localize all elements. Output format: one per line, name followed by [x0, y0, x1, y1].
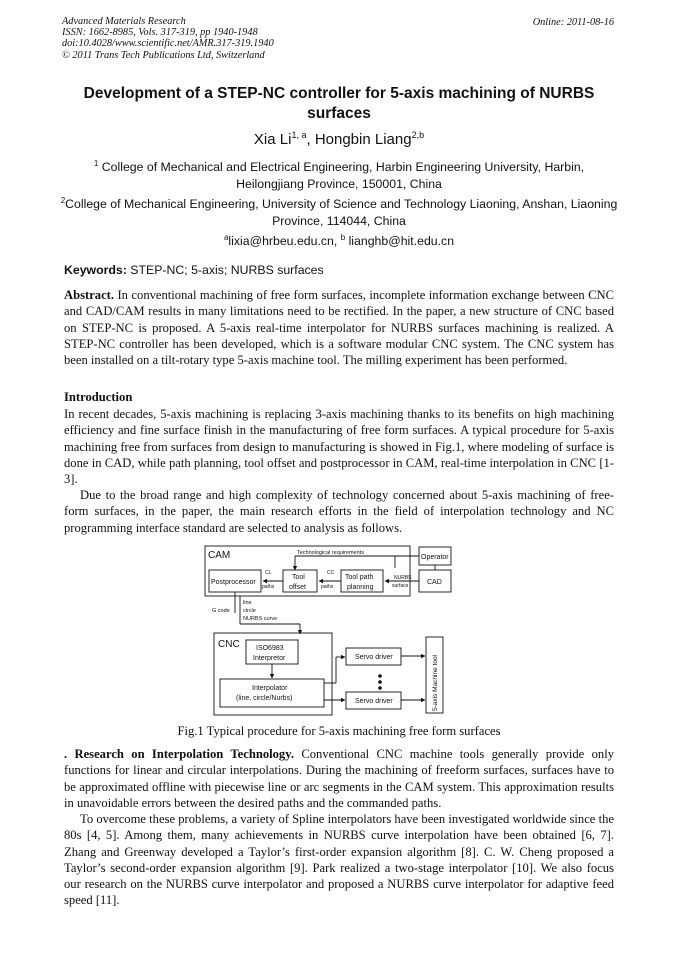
nurbs-label: NURBS	[394, 575, 412, 581]
research-p2: To overcome these problems, a variety of Spline interpolators have been investigated worldwide since the 80s [4, 5]. Among them, many achievements in NURBS curve interpolation have been obtained [6, 7]. Zhang and Greenway developed a Taylor’s first-order expansion algorithm [8]. C. W. Cheng proposed a Taylor’s second-order expansion algorithm [9]. Park realized a two-stage interpolator [10]. We also focus our research on the NURBS curve interpolator and proposed a NURBS curve interpolator for adaptive feed speed [11].	[64, 812, 614, 908]
doi: doi:10.4028/www.scientific.net/AMR.317-319.1940	[62, 38, 274, 50]
toolpath-label: Tool path	[345, 574, 374, 581]
affiliation-2	[60, 192, 618, 230]
interpretor-label: Interpretor	[253, 655, 286, 662]
aff1-text: College of Mechanical and Electrical Engineering, Harbin Engineering University, Harbin, Heilongjiang Province, 150001, China	[98, 160, 585, 192]
cad-label: CAD	[427, 579, 442, 586]
cl-paths-label: paths	[262, 584, 275, 590]
cc-paths-label: paths	[321, 584, 334, 590]
circle-label: circle	[243, 608, 256, 614]
email-b[interactable]: lianghb@hit.edu.cn	[345, 234, 455, 249]
iso-label: ISO6983	[256, 645, 284, 652]
surface-label: surface	[392, 583, 409, 589]
journal-header	[62, 16, 274, 61]
aff2-sup: 2	[60, 196, 66, 205]
tech-req-label: Technological requirements	[297, 550, 364, 556]
aff1-sup: 1	[93, 159, 99, 168]
issn: ISSN: 1662-8985, Vols. 317-319, pp 1940-1948	[62, 27, 258, 39]
cc-label: CC	[327, 570, 335, 576]
author-2: Hongbin Liang	[314, 131, 412, 148]
cnc-label: CNC	[218, 639, 240, 650]
author-2-sup: 2,b	[411, 130, 425, 140]
interpolator-sub-label: (line, circle/Nurbs)	[236, 695, 293, 702]
intro-p1: In recent decades, 5-axis machining is replacing 3-axis machining thanks to its benefits on high machining efficiency and fine surface finish in the manufacturing of free form surfaces. A typical procedure for 5-axis machining free from surfaces from design to manufacturing is showed in Fig.1, where modeling of surface is done in CAD, while path planning, tool offset and postprocessor in CAM, real-time interpolation in CNC [1-3].	[64, 407, 614, 487]
dot-2	[378, 680, 382, 684]
offset-label: offset	[289, 584, 306, 591]
author-1: Xia Li	[253, 131, 292, 148]
abstract-text: In conventional machining of free form surfaces, incomplete information exchange between CNC and CAD/CAM results in many limitations need to be rectified. In the paper, a new structure of CNC based on STEP-NC is proposed. A 5-axis real-time interpolator for NURBS surfaces machining is realized. A STEP-NC controller has been developed, which is a software modular CNC system. The CNC system has been installed on a tilt-rotary type 5-axis machine tool. The milling experiment has been performed.	[64, 288, 614, 368]
interpolator-label: Interpolator	[252, 685, 288, 692]
servo-2-label: Servo driver	[355, 698, 393, 705]
nurbs-curve-label: NURBS curve	[243, 616, 278, 622]
author-1-sup: 1, a	[291, 130, 307, 140]
operator-label: Operator	[421, 554, 449, 561]
abstract-label: Abstract.	[64, 288, 115, 302]
keywords	[64, 263, 324, 277]
email-b-sup: b	[340, 233, 346, 242]
intro-heading: Introduction	[64, 390, 133, 404]
research-lead: .	[64, 747, 75, 761]
cl-label: CL	[265, 570, 272, 576]
keywords-text: STEP-NC; 5-axis; NURBS surfaces	[126, 263, 324, 277]
aff2-text: College of Mechanical Engineering, University of Science and Technology Liaoning, Anshan, Liaoning Province, 114044, China	[65, 197, 618, 229]
intro-p2: Due to the broad range and high complexity of technology concerned about 5-axis machining of free-form surfaces, in the paper, the main research efforts in the field of interpolation technology and NC programming interface standard are selected to analysis as follows.	[64, 488, 614, 535]
research-p1	[64, 746, 614, 811]
paper-title: Development of a STEP-NC controller for 5-axis machining of NURBS surfaces	[83, 85, 595, 122]
figure-1-diagram	[200, 542, 460, 720]
machine-tool-label: 5-axis Machine tool	[432, 655, 439, 711]
planning-label: planning	[347, 584, 374, 591]
line-label: line	[243, 600, 252, 606]
research-heading: Research on Interpolation Technology.	[74, 747, 294, 761]
online-date: Online: 2011-08-16	[532, 17, 614, 28]
affiliation-1	[60, 155, 618, 193]
keywords-label: Keywords:	[64, 263, 127, 277]
journal-name: Advanced Materials Research	[62, 16, 186, 27]
authors	[60, 130, 618, 148]
dot-3	[378, 686, 382, 690]
postprocessor-label: Postprocessor	[211, 579, 256, 586]
servo-1-label: Servo driver	[355, 654, 393, 661]
copyright: © 2011 Trans Tech Publications Ltd, Switzerland	[62, 49, 265, 61]
email-a[interactable]: lixia@hrbeu.edu.cn,	[228, 234, 341, 249]
gcode-label: G code	[212, 608, 230, 614]
tool-label: Tool	[292, 574, 305, 581]
interpolator-box	[220, 679, 324, 707]
abstract	[64, 287, 614, 368]
cam-label: CAM	[208, 550, 231, 561]
email-a-sup: a	[223, 233, 229, 242]
research-p1-text: Conventional CNC machine tools generally provide only functions for linear and circular interpolations. During the machining of freeform surfaces, surfaces have to be approximated offline with piecewise line or arc segments in the CAM system. This approximation results in unavoidable errors between the desired paths and the commanded paths.	[64, 747, 615, 810]
emails	[60, 229, 618, 250]
dot-1	[378, 674, 382, 678]
figure-1-caption: Fig.1 Typical procedure for 5-axis machining free form surfaces	[177, 724, 501, 738]
author-sep: ,	[306, 131, 315, 148]
